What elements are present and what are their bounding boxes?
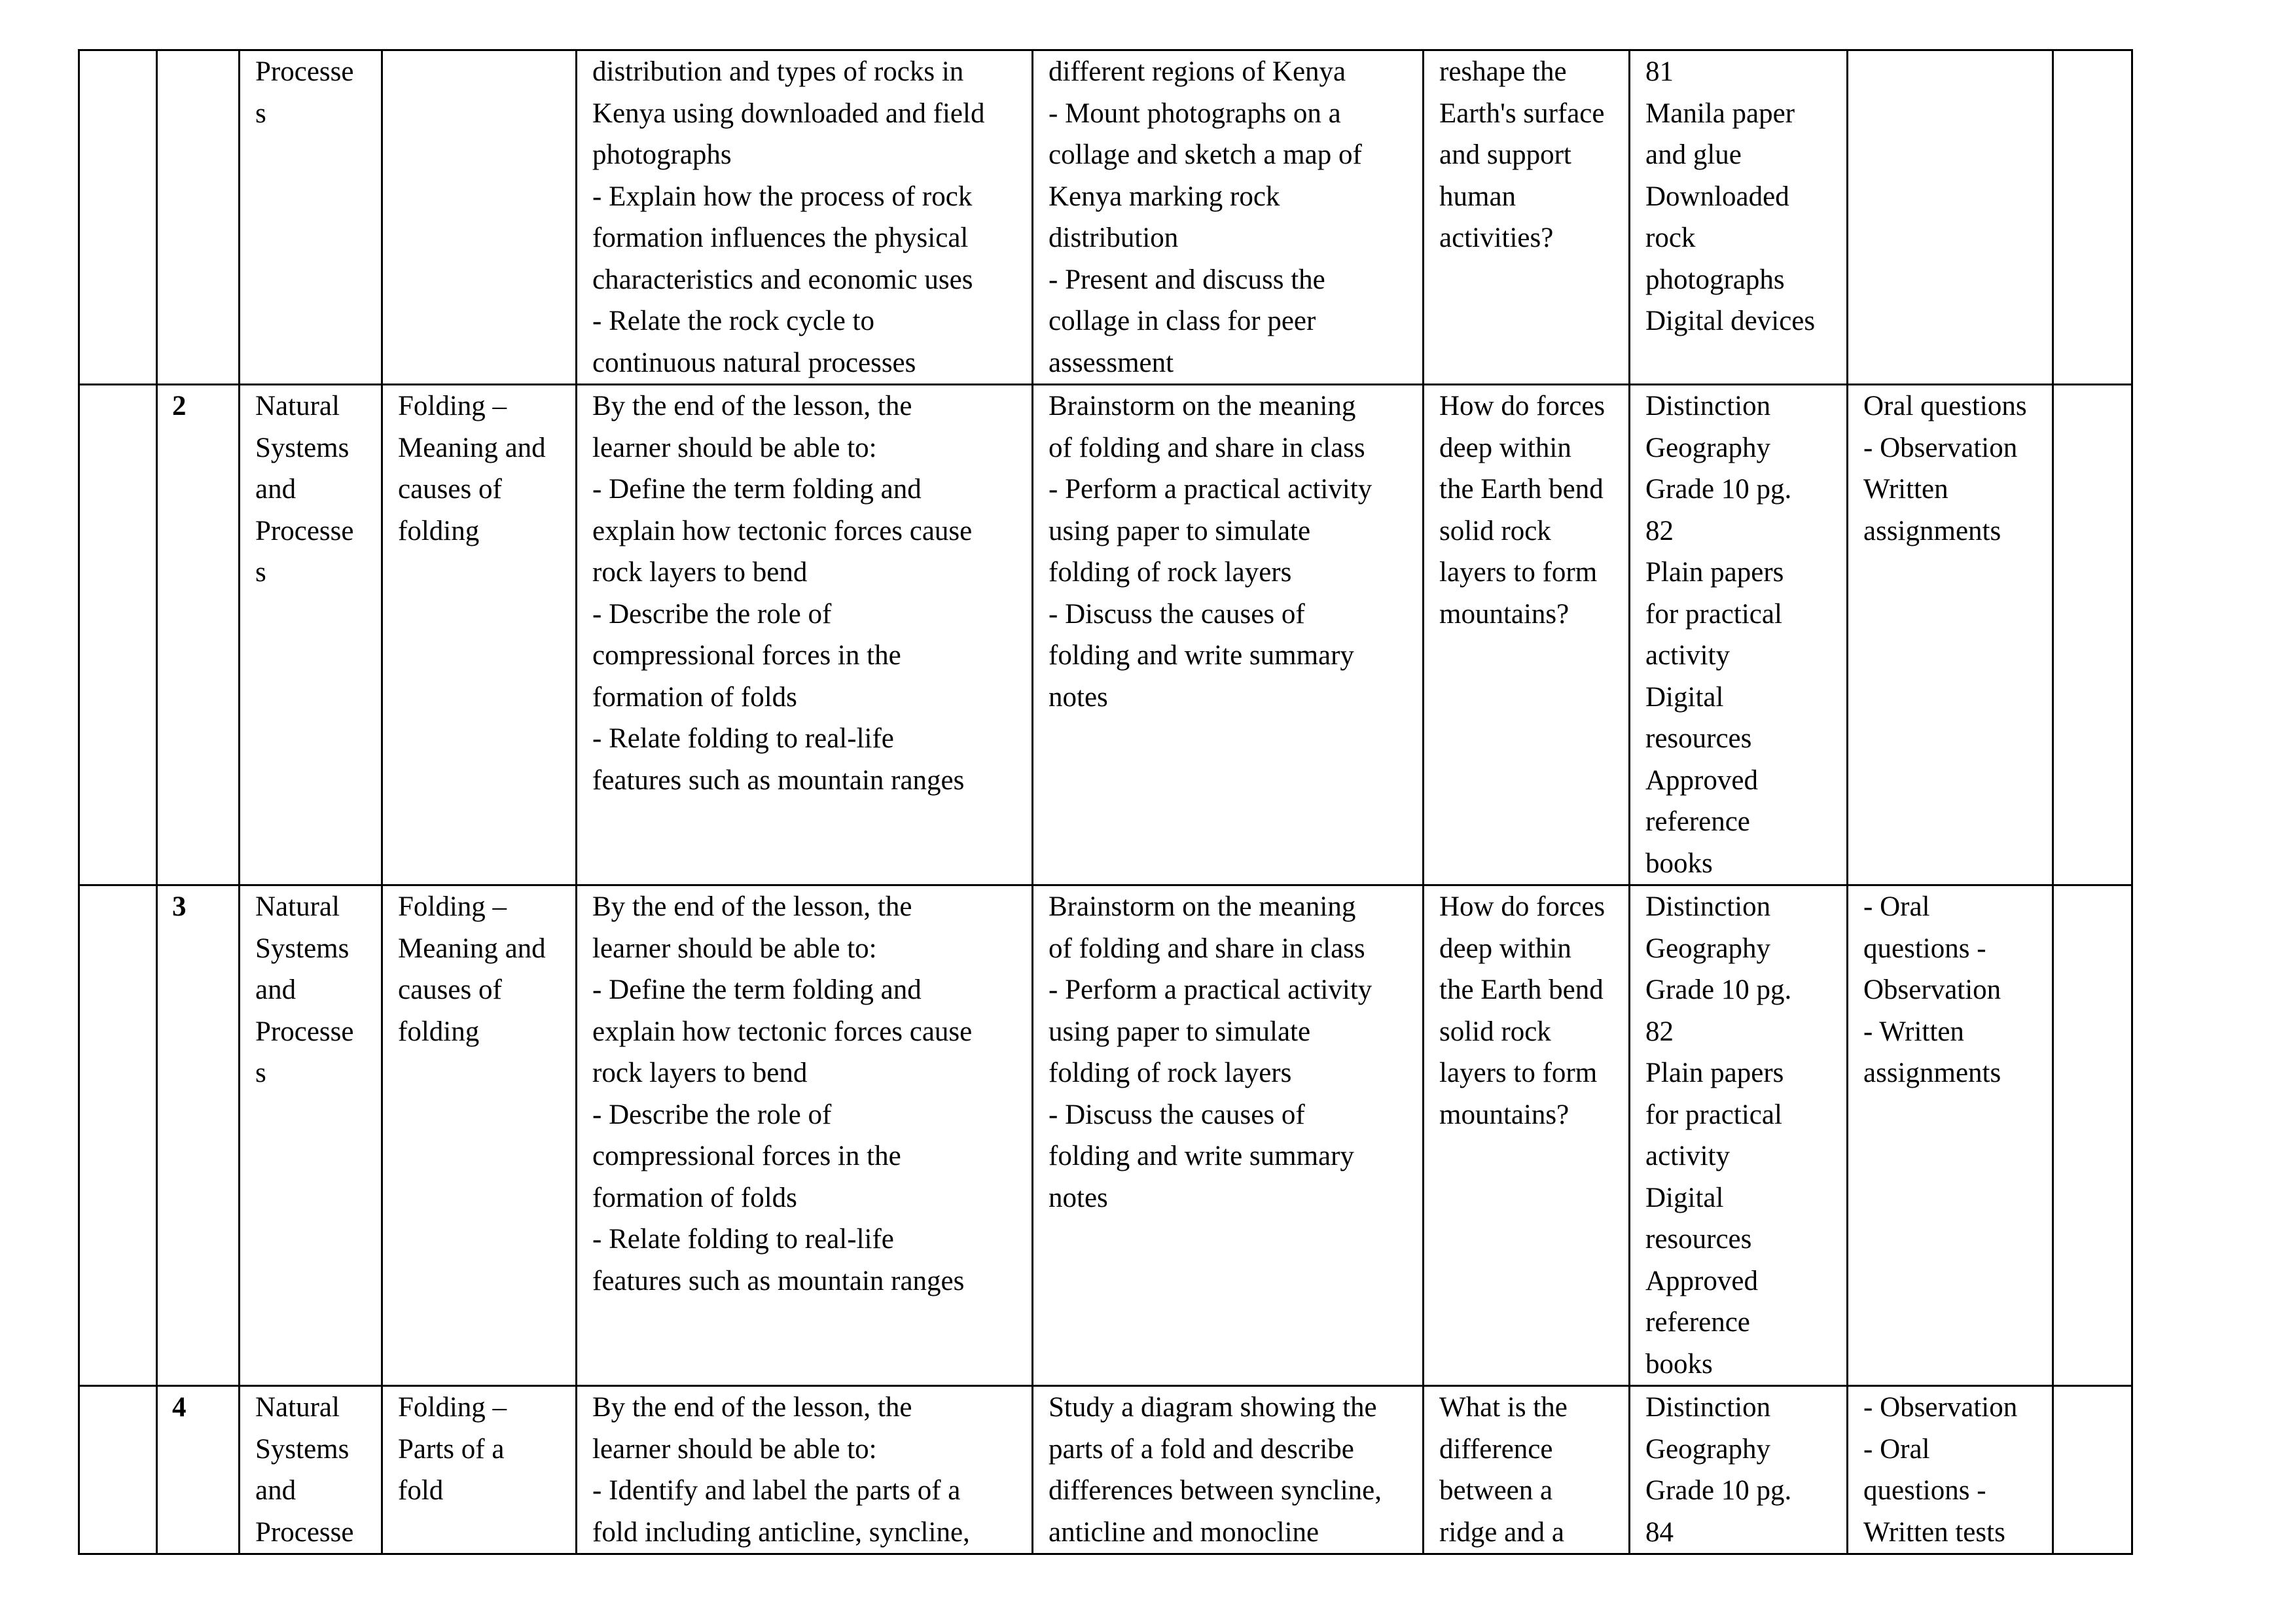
cell-line: folding of rock layers [1049, 557, 1292, 588]
cell-line: Distinction [1645, 891, 1771, 922]
cell-line: Downloaded [1645, 181, 1789, 212]
cell-line: explain how tectonic forces cause [592, 515, 973, 546]
cell-line: assignments [1863, 515, 2001, 546]
cell-line: Natural [255, 891, 340, 922]
cell-line: solid rock [1439, 1016, 1551, 1047]
cell-line: using paper to simulate [1049, 1016, 1311, 1047]
cell-line: rock [1645, 223, 1696, 253]
cell-line: - Perform a practical activity [1049, 474, 1372, 505]
cell-line: Digital devices [1645, 306, 1816, 336]
cell-line: using paper to simulate [1049, 515, 1311, 546]
cell-line: 82 [1645, 515, 1674, 546]
cell-line: characteristics and economic uses [592, 264, 973, 295]
week-cell [79, 885, 157, 1386]
cell-line: Distinction [1645, 391, 1771, 421]
cell-line: - Observation [1863, 432, 2018, 463]
cell-line: Processe [255, 515, 354, 546]
cell-line: differences between syncline, [1049, 1475, 1382, 1506]
cell-line: Plain papers [1645, 557, 1784, 588]
cell-line: Manila paper [1645, 98, 1795, 129]
table-row [79, 385, 2132, 885]
assessment-cell [1848, 385, 2053, 885]
learning-outcomes-cell [577, 885, 1033, 1386]
cell-line: books [1645, 847, 1713, 879]
cell-line: Approved [1645, 1265, 1758, 1296]
learning-experiences-cell [1033, 385, 1424, 885]
week-cell [79, 50, 157, 385]
cell-line: photographs [1645, 264, 1785, 295]
reflection-cell [2053, 50, 2132, 385]
cell-line: Oral questions [1863, 391, 2027, 421]
cell-line: Geography [1645, 432, 1771, 463]
cell-line: Kenya using downloaded and field [592, 98, 985, 129]
assessment-cell [1848, 1386, 2053, 1554]
cell-line: distribution [1049, 223, 1179, 253]
cell-line: Approved [1645, 764, 1758, 796]
cell-line: human [1439, 181, 1516, 212]
cell-line: Grade 10 pg. [1645, 474, 1792, 505]
cell-line: for practical [1645, 1099, 1782, 1130]
sub-strand-cell [382, 385, 577, 885]
key-inquiry-question-cell [1424, 885, 1630, 1386]
strand-cell [240, 885, 382, 1386]
cell-line: How do forces [1439, 891, 1605, 922]
cell-line: ridge and a [1439, 1516, 1565, 1548]
cell-line: - Observation [1863, 1392, 2018, 1423]
table-row [79, 50, 2132, 385]
cell-line: - Oral [1863, 1433, 1930, 1465]
cell-line: How do forces [1439, 391, 1605, 421]
cell-line: assignments [1863, 1058, 2001, 1088]
cell-line: Geography [1645, 1433, 1771, 1465]
cell-line: and [255, 1475, 296, 1506]
lesson-cell: 2 [157, 385, 240, 885]
week-cell [79, 385, 157, 885]
cell-line: activity [1645, 640, 1730, 671]
cell-line: Meaning and [398, 432, 546, 463]
cell-line: and [255, 974, 296, 1005]
lesson-cell [157, 50, 240, 385]
cell-line: folding [398, 1016, 480, 1047]
sub-strand-cell [382, 50, 577, 385]
cell-line: What is the [1439, 1392, 1568, 1423]
cell-line: Written tests [1863, 1516, 2005, 1548]
cell-line: Distinction [1645, 1392, 1771, 1423]
cell-line: 82 [1645, 1016, 1674, 1047]
cell-line: Systems [255, 933, 350, 964]
cell-line: books [1645, 1348, 1713, 1380]
cell-line: the Earth bend [1439, 474, 1604, 505]
learning-outcomes-cell [577, 50, 1033, 385]
cell-line: Processe [255, 1016, 354, 1047]
cell-line: photographs [592, 139, 732, 170]
cell-line: resources [1645, 723, 1752, 754]
cell-line: collage in class for peer [1049, 306, 1316, 336]
cell-line: - Perform a practical activity [1049, 974, 1372, 1005]
cell-line: assessment [1049, 347, 1174, 378]
strand-cell [240, 1386, 382, 1554]
cell-line: - Oral [1863, 891, 1930, 922]
cell-line: Natural [255, 391, 340, 421]
cell-line: deep within [1439, 432, 1571, 463]
cell-line: causes of [398, 974, 502, 1005]
cell-line: causes of [398, 474, 502, 505]
cell-line: Processe [255, 1516, 354, 1548]
key-inquiry-question-cell [1424, 50, 1630, 385]
learning-resources-cell [1630, 885, 1848, 1386]
table-body [79, 50, 2132, 1554]
cell-line: Parts of a [398, 1433, 505, 1465]
cell-line: for practical [1645, 598, 1782, 630]
scheme-of-work-table [78, 49, 2133, 1555]
cell-line: features such as mountain ranges [592, 1265, 965, 1296]
cell-line: folding of rock layers [1049, 1058, 1292, 1088]
cell-line: and [255, 474, 296, 505]
cell-line: learner should be able to: [592, 933, 877, 964]
learning-resources-cell [1630, 385, 1848, 885]
cell-line: - Present and discuss the [1049, 264, 1325, 295]
cell-line: learner should be able to: [592, 432, 877, 463]
cell-line: Folding – [398, 1392, 507, 1423]
cell-line: Meaning and [398, 933, 546, 964]
cell-line: Earth's surface [1439, 98, 1605, 129]
key-inquiry-question-cell [1424, 1386, 1630, 1554]
cell-line: of folding and share in class [1049, 933, 1365, 964]
learning-resources-cell [1630, 1386, 1848, 1554]
cell-line: Natural [255, 1392, 340, 1423]
cell-line: rock layers to bend [592, 557, 808, 588]
cell-line: formation of folds [592, 681, 797, 713]
cell-line: By the end of the lesson, the [592, 891, 912, 922]
cell-line: Written [1863, 474, 1948, 505]
cell-line: compressional forces in the [592, 1141, 901, 1171]
cell-line: Kenya marking rock [1049, 181, 1280, 212]
cell-line: Folding – [398, 891, 507, 922]
sub-strand-cell [382, 1386, 577, 1554]
cell-line: mountains? [1439, 598, 1570, 630]
learning-experiences-cell [1033, 50, 1424, 385]
cell-line: - Describe the role of [592, 598, 832, 630]
sub-strand-cell [382, 885, 577, 1386]
strand-cell [240, 385, 382, 885]
cell-line: reference [1645, 806, 1750, 837]
cell-line: Grade 10 pg. [1645, 1475, 1792, 1506]
learning-outcomes-cell [577, 385, 1033, 885]
cell-line: Digital [1645, 681, 1724, 713]
cell-line: notes [1049, 1182, 1108, 1213]
cell-line: - Define the term folding and [592, 474, 922, 505]
cell-line: Systems [255, 432, 350, 463]
cell-line: deep within [1439, 933, 1571, 964]
cell-line: Geography [1645, 933, 1771, 964]
reflection-cell [2053, 885, 2132, 1386]
cell-line: Grade 10 pg. [1645, 974, 1792, 1005]
learning-outcomes-cell [577, 1386, 1033, 1554]
cell-line: continuous natural processes [592, 347, 916, 378]
cell-line: and support [1439, 139, 1571, 170]
cell-line: formation influences the physical [592, 223, 969, 253]
reflection-cell [2053, 1386, 2132, 1554]
cell-line: - Identify and label the parts of a [592, 1475, 961, 1506]
cell-line: and glue [1645, 139, 1742, 170]
lesson-cell: 3 [157, 885, 240, 1386]
cell-line: anticline and monocline [1049, 1516, 1319, 1548]
cell-line: Folding – [398, 391, 507, 421]
cell-line: folding and write summary [1049, 1141, 1354, 1171]
cell-line: Plain papers [1645, 1058, 1784, 1088]
cell-line: - Written [1863, 1016, 1964, 1047]
cell-line: notes [1049, 681, 1108, 713]
cell-line: explain how tectonic forces cause [592, 1016, 973, 1047]
cell-line: Brainstorm on the meaning [1049, 391, 1356, 421]
cell-line: mountains? [1439, 1099, 1570, 1130]
cell-line: of folding and share in class [1049, 432, 1365, 463]
cell-line: different regions of Kenya [1049, 56, 1346, 87]
cell-line: Brainstorm on the meaning [1049, 891, 1356, 922]
cell-line: - Relate folding to real-life [592, 1224, 894, 1255]
cell-line: fold [398, 1475, 444, 1506]
cell-line: fold including anticline, syncline, [592, 1516, 970, 1548]
cell-line: - Mount photographs on a [1049, 98, 1341, 129]
cell-line: By the end of the lesson, the [592, 391, 912, 421]
cell-line: difference [1439, 1433, 1553, 1465]
cell-line: the Earth bend [1439, 974, 1604, 1005]
cell-line: questions - [1863, 933, 1986, 964]
cell-line: - Relate the rock cycle to [592, 306, 874, 336]
cell-line: - Define the term folding and [592, 974, 922, 1005]
cell-line: layers to form [1439, 1058, 1598, 1088]
cell-line: questions - [1863, 1475, 1986, 1506]
cell-line: - Discuss the causes of [1049, 1099, 1305, 1130]
cell-line: - Explain how the process of rock [592, 181, 973, 212]
cell-line: reshape the [1439, 56, 1567, 87]
cell-line: distribution and types of rocks in [592, 56, 964, 87]
cell-line: Systems [255, 1433, 350, 1465]
cell-line: learner should be able to: [592, 1433, 877, 1465]
cell-line: activities? [1439, 223, 1554, 253]
cell-line: formation of folds [592, 1182, 797, 1213]
cell-line: activity [1645, 1141, 1730, 1171]
cell-line: Study a diagram showing the [1049, 1392, 1377, 1423]
cell-line: solid rock [1439, 515, 1551, 546]
cell-line: Digital [1645, 1182, 1724, 1213]
cell-line: folding [398, 515, 480, 546]
learning-experiences-cell [1033, 1386, 1424, 1554]
cell-line: resources [1645, 1224, 1752, 1255]
learning-resources-cell [1630, 50, 1848, 385]
learning-experiences-cell [1033, 885, 1424, 1386]
cell-line: Observation [1863, 974, 2001, 1005]
week-cell [79, 1386, 157, 1554]
cell-line: Processe [255, 56, 354, 87]
cell-line: s [255, 1058, 266, 1088]
cell-line: - Describe the role of [592, 1099, 832, 1130]
cell-line: s [255, 98, 266, 129]
key-inquiry-question-cell [1424, 385, 1630, 885]
cell-line: parts of a fold and describe [1049, 1433, 1354, 1465]
lesson-cell: 4 [157, 1386, 240, 1554]
assessment-cell [1848, 885, 2053, 1386]
cell-line: s [255, 557, 266, 588]
assessment-cell [1848, 50, 2053, 385]
cell-line: 81 [1645, 56, 1674, 87]
cell-line: between a [1439, 1475, 1553, 1506]
strand-cell [240, 50, 382, 385]
cell-line: features such as mountain ranges [592, 764, 965, 796]
cell-line: By the end of the lesson, the [592, 1392, 912, 1423]
reflection-cell [2053, 385, 2132, 885]
cell-line: - Discuss the causes of [1049, 598, 1305, 630]
cell-line: layers to form [1439, 557, 1598, 588]
cell-line: collage and sketch a map of [1049, 139, 1362, 170]
cell-line: 84 [1645, 1516, 1674, 1548]
table-row [79, 1386, 2132, 1554]
table-row [79, 885, 2132, 1386]
cell-line: reference [1645, 1307, 1750, 1338]
cell-line: compressional forces in the [592, 640, 901, 671]
cell-line: - Relate folding to real-life [592, 723, 894, 754]
cell-line: folding and write summary [1049, 640, 1354, 671]
cell-line: rock layers to bend [592, 1058, 808, 1088]
